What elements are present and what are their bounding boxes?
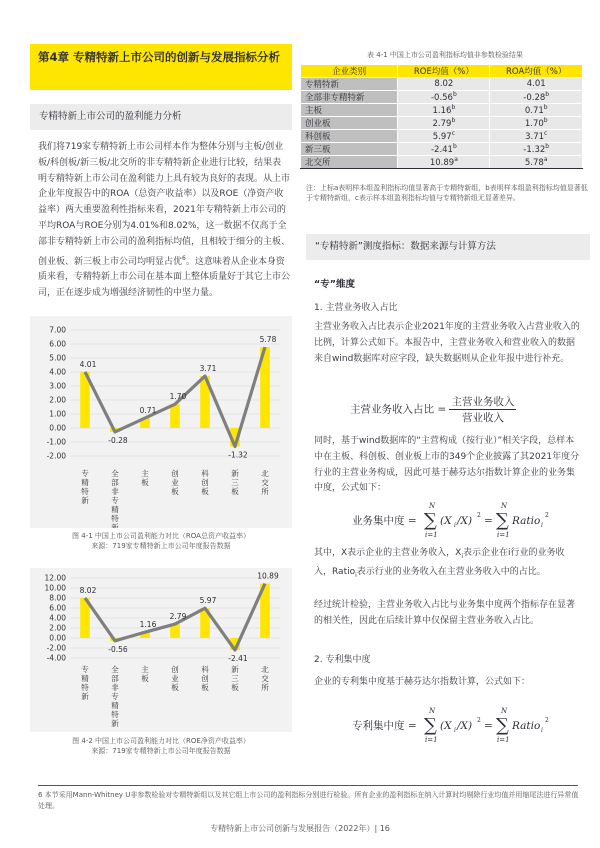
category-label-char: 新	[111, 523, 119, 528]
y-tick-label: 4.00	[49, 613, 66, 623]
y-tick-label: 10.00	[44, 583, 66, 593]
category-label-char: 部	[111, 674, 119, 683]
table-row	[301, 91, 583, 104]
svg-text:∑: ∑	[496, 510, 509, 531]
table-cell-category: 北交所	[301, 156, 398, 169]
paragraph-where: 其中，X表示企业的主营业务收入，$X_i$表示企业在i行业的业务收入，Ratio$_i$表示行业的业务收入在主营业务收入中的占比。	[314, 548, 565, 579]
category-label-char: 板	[171, 487, 179, 496]
y-tick-label: 5.00	[49, 353, 66, 363]
category-label-char: 新	[231, 469, 239, 478]
category-label-char: 精	[111, 701, 119, 710]
category-label-char: 全	[111, 469, 119, 478]
svg-text:=: =	[484, 515, 493, 527]
table-cell-roe: 5.97$^c$	[398, 130, 490, 143]
svg-text:i=1: i=1	[425, 531, 438, 539]
data-label: 8.02	[79, 585, 97, 595]
category-label-char: 所	[261, 683, 269, 692]
roe-chart-svg	[30, 568, 292, 732]
category-label-char: 特	[81, 487, 89, 496]
formula-numerator: 主营业务收入	[451, 396, 515, 408]
table-cell-roe: 8.02	[398, 78, 490, 91]
paragraph-concentration: 同时，基于wind数据库的“主营构成（按行业）”相关字段，总样本中在主板、科创板、创业板上市的349个企业披露了其2021年度分行业的主营业务构成，因此可基于赫芬达尔指数计算企业的业务集中度，公式如下：	[314, 436, 580, 494]
category-label-char: 科	[201, 469, 209, 478]
roe-chart-caption: 图 4-2 中国上市公司盈利能力对比（ROE净资产收益率） 来源：719家专精特新上市公司年度报告数据	[72, 737, 250, 755]
svg-text:/X): /X)	[457, 515, 473, 527]
category-label-char: 专	[81, 469, 89, 478]
formula-main-business-ratio: 主营业务收入占比 = $\frac{\text{主营业务收入}}{\text{营业收入}}$	[350, 396, 515, 424]
category-label-char: 板	[231, 683, 239, 692]
item-main-business-ratio: 1. 主营业务收入占比	[314, 303, 398, 313]
category-label-char: 业	[171, 674, 179, 683]
data-label: 10.89	[257, 571, 279, 581]
svg-text:=: =	[484, 720, 493, 732]
data-label: -0.56	[108, 644, 128, 654]
y-tick-label: -2.00	[46, 643, 66, 653]
table-cell-category: 专精特新	[301, 78, 398, 91]
category-label-char: 交	[261, 478, 269, 487]
category-label-char: 所	[261, 487, 269, 496]
roa-chart-svg	[30, 316, 292, 528]
footnote-mark: 6	[182, 254, 186, 262]
category-label-char: 板	[231, 487, 239, 496]
y-tick-label: 6.00	[49, 339, 66, 349]
svg-text:2: 2	[477, 512, 481, 519]
chapter-title: 第4章 专精特新上市公司的创新与发展指标分析	[30, 44, 292, 90]
data-label: 1.16	[139, 620, 157, 630]
y-tick-label: 0.00	[49, 423, 66, 433]
table-row	[301, 130, 583, 143]
svg-text:i: i	[454, 727, 456, 734]
category-label-char: 板	[141, 478, 149, 487]
y-tick-label: 2.00	[49, 623, 66, 633]
data-label: -2.41	[228, 654, 248, 664]
table-row	[301, 143, 583, 156]
category-label-char: 新	[81, 496, 89, 505]
page-footer: 专精特新上市公司创新与发展报告（2022年）| 16	[210, 824, 390, 833]
svg-text:N: N	[501, 707, 508, 715]
category-label-char: 创	[201, 674, 209, 683]
category-label-char: 特	[111, 514, 119, 523]
category-label-char: 专	[111, 692, 119, 701]
category-label-char: 板	[141, 674, 149, 683]
category-label-char: 主	[141, 665, 149, 674]
item-patent-concentration: 2. 专利集中度	[314, 655, 371, 665]
y-tick-label: 2.00	[49, 395, 66, 405]
table-note: 注：上标a表明样本组盈利指标均值显著高于专精特新组，b表明样本组盈利指标均值显著低于专精特新组，c表示样本组盈利指标均值与专精特新组无显著差异。	[306, 184, 588, 202]
category-label-char: 板	[201, 683, 209, 692]
svg-text:N: N	[501, 502, 508, 510]
data-label: 5.97	[199, 596, 217, 606]
data-label: 5.78	[259, 335, 277, 345]
svg-text:i=1: i=1	[497, 736, 510, 744]
category-label-char: 特	[81, 683, 89, 692]
measure-section-title: “专精特新”测度指标：数据来源与计算方法	[306, 234, 590, 260]
category-label-char: 专	[81, 665, 89, 674]
category-label-char: 新	[231, 665, 239, 674]
y-tick-label: 8.00	[49, 593, 66, 603]
roa-chart	[30, 316, 292, 528]
table-title: 表 4-1 中国上市公司盈利指标均值非参数检验结果	[367, 51, 523, 59]
y-tick-label: -2.00	[46, 451, 66, 461]
category-label-char: 交	[261, 674, 269, 683]
category-label-char: 特	[111, 710, 119, 719]
category-label-char: 专	[111, 496, 119, 505]
svg-text:∑: ∑	[424, 715, 437, 736]
bar	[170, 404, 180, 428]
table-cell-roa: -0.28$^b$	[490, 91, 583, 104]
table-cell-roe: 1.16$^b$	[398, 104, 490, 117]
data-label: 0.71	[139, 406, 157, 416]
svg-text:∑: ∑	[496, 715, 509, 736]
roa-chart-caption: 图 4-1 中国上市公司盈利能力对比（ROA总资产收益率） 来源：719家专精特新上市公司年度报告数据	[72, 532, 250, 550]
y-tick-label: 3.00	[49, 381, 66, 391]
category-label-char: 北	[261, 665, 269, 674]
y-tick-label: 12.00	[44, 573, 66, 583]
y-tick-label: -1.00	[46, 437, 66, 447]
category-label-char: 主	[141, 469, 149, 478]
category-label-char: 精	[81, 478, 89, 487]
category-label-char: 创	[171, 469, 179, 478]
data-label: 1.70	[169, 392, 187, 402]
category-label-char: 创	[201, 478, 209, 487]
category-label-char: 新	[81, 692, 89, 701]
category-label-char: 精	[81, 674, 89, 683]
y-tick-label: 7.00	[49, 325, 66, 335]
paragraph-main-business: 主营业务收入占比表示企业2021年度的主营业务收入占营业收入的比例，计算公式如下。本报告中，主营业务收入和营业收入的数据来自wind数据库对应字段，缺失数据则从企业年报中进行补充。	[314, 322, 580, 364]
data-label: 2.79	[169, 612, 187, 622]
table-row	[301, 78, 583, 91]
svg-text:/X): /X)	[457, 720, 473, 732]
table-cell-category: 主板	[301, 104, 398, 117]
category-label-char: 三	[231, 674, 239, 683]
table-row	[301, 104, 583, 117]
y-tick-label: -4.00	[46, 653, 66, 663]
formula-hhi-graphic	[424, 500, 574, 540]
dimension-title: “专”维度	[314, 279, 355, 290]
paragraph-patent: 企业的专利集中度基于赫芬达尔指数计算，公式如下：	[314, 677, 531, 687]
category-label-char: 创	[171, 665, 179, 674]
category-label-char: 业	[171, 478, 179, 487]
table-cell-category: 全部非专精特新	[301, 91, 398, 104]
category-label-char: 部	[111, 478, 119, 487]
section-title: 专精特新上市公司的盈利能力分析	[30, 104, 292, 130]
y-tick-label: 6.00	[49, 603, 66, 613]
table-cell-roe: -0.56$^b$	[398, 91, 490, 104]
svg-text:Ratio: Ratio	[512, 515, 541, 527]
footnote: 6 本节采用Mann-Whitney U非参数检验对专精特新组以及其它组上市公司的盈利指标分别进行检验。所有企业的盈利指标在纳入计算时均剔除行业均值并用缩尾法进行异常值处理。	[38, 791, 579, 810]
formula-hhi-graphic	[424, 705, 574, 745]
table-header: ROE均值（%）	[398, 65, 490, 78]
table-row	[301, 156, 583, 169]
table-cell-roa: -1.32$^b$	[490, 143, 583, 156]
footnote-divider	[38, 785, 578, 786]
table-cell-category: 创业板	[301, 117, 398, 130]
data-label: 4.01	[79, 359, 97, 369]
svg-text:i=1: i=1	[425, 736, 438, 744]
profit-table	[300, 64, 583, 169]
table-cell-roa: 3.71$^c$	[490, 130, 583, 143]
y-tick-label: 4.00	[49, 367, 66, 377]
table-cell-category: 新三板	[301, 143, 398, 156]
data-label: 3.71	[199, 364, 217, 374]
category-label-char: 板	[171, 683, 179, 692]
paragraph-test: 经过统计检验，主营业务收入占比与业务集中度两个指标存在显著的相关性，因此在后续计算中仅保留主营业务收入占比。	[314, 600, 576, 626]
category-label-char: 非	[111, 487, 119, 496]
table-cell-roe: 2.79$^b$	[398, 117, 490, 130]
svg-text:2: 2	[545, 512, 549, 519]
table-cell-roe: -2.41$^b$	[398, 143, 490, 156]
table-cell-roa: 5.78$^a$	[490, 156, 583, 169]
table-cell-category: 科创板	[301, 130, 398, 143]
svg-text:(X: (X	[440, 720, 452, 732]
svg-text:i=1: i=1	[497, 531, 510, 539]
svg-text:2: 2	[545, 717, 549, 724]
table-cell-roa: 1.70$^b$	[490, 117, 583, 130]
table-cell-roa: 4.01	[490, 78, 583, 91]
svg-text:N: N	[429, 502, 436, 510]
y-tick-label: 0.00	[49, 633, 66, 643]
svg-text:Ratio: Ratio	[512, 720, 541, 732]
category-label-char: 新	[111, 719, 119, 728]
category-label-char: 非	[111, 683, 119, 692]
y-tick-label: 1.00	[49, 409, 66, 419]
table-row	[301, 117, 583, 130]
svg-text:∑: ∑	[424, 510, 437, 531]
svg-text:N: N	[429, 707, 436, 715]
category-label-char: 三	[231, 478, 239, 487]
table-cell-roa: 0.71$^b$	[490, 104, 583, 117]
table-header: 企业类别	[301, 65, 398, 78]
roe-chart	[30, 568, 292, 732]
formula-denominator: 营业收入	[461, 412, 504, 424]
svg-text:2: 2	[477, 717, 481, 724]
table-header: ROA均值（%）	[490, 65, 583, 78]
data-label: -1.32	[228, 450, 248, 460]
category-label-char: 北	[261, 469, 269, 478]
category-label-char: 精	[111, 505, 119, 514]
svg-text:i: i	[454, 522, 456, 529]
category-label-char: 科	[201, 665, 209, 674]
body-paragraph: 我们将719家专精特新上市公司样本作为整体分别与主板/创业板/科创板/新三板/北交所的非专精特新企业进行比较，结果表明专精特新上市公司在盈利能力上具有较为良好的表现。从上市企业年度报告中的ROA（总资产收益率）以及ROE（净资产收益率）两大重要盈利性指标来看，2021年专精特新上市公司的平均ROA与ROE分别为4.01%和8.02%，这一数据不仅高于全部非专精特新上市公司的盈利指标均值，且相较于细分的主板、创业板、新三板上市公司均明显占优$^6$。这意味着从企业本身资质来看，专精特新上市公司在基本面上整体质量好于其它上市公司，正在逐步成为增强经济韧性的中坚力量。	[38, 142, 291, 299]
svg-text:i: i	[541, 727, 543, 734]
data-label: -0.28	[108, 435, 128, 445]
category-label-char: 板	[201, 487, 209, 496]
category-label-char: 全	[111, 665, 119, 674]
svg-text:(X: (X	[440, 515, 452, 527]
table-cell-roe: 10.89$^a$	[398, 156, 490, 169]
svg-text:i: i	[541, 522, 543, 529]
table-header-row	[301, 65, 583, 78]
